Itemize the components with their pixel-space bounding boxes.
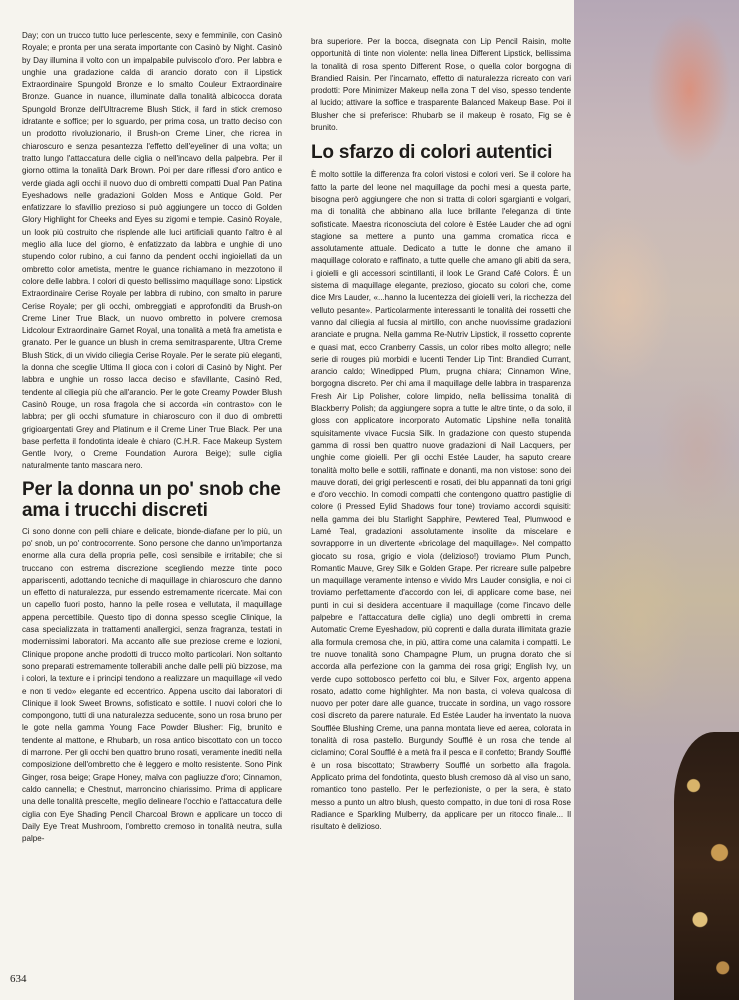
left-column <box>22 30 282 845</box>
body-paragraph: Day; con un trucco tutto luce perlescente, sexy e femminile, con Casinò Royale; e pronta per una serata importante con Casinò by Night. Casinò by Day illumina il volto con un impalpabile pulviscolo d'oro. Per labbra e unghie una gradazione calda di arancio dorato con il Lipstick Extraordinaire Spungold Bronze e lo smalto Couleur Extraordinaire Bronze. Guance in nuance, illuminate dalla tonalità albicocca dorata Spungold Bronze dell'Ultracreme Blush Stick, il fard in stick cremoso idratante e soffice; per lo sguardo, per prima cosa, un tratto deciso con un prodotto rivoluzionario, il Brush-on Creme Liner, che ricrea in chiaroscuro e senza pesantezza l'effetto dell'eyeliner di una volta; un tratto lungo l'attaccatura delle ciglia o nell'incavo della palpebra. Per il giorno ottima la tonalità Dark Brown. Poi per dare riflessi d'oro antico e verde giada agli occhi il nuovo duo di ombretti compatti Dual Pan Patina Eyeshadows nelle gradazioni Golden Moss e Antique Gold. Per enfatizzare lo sfavillio prezioso si può aggiungere un tocco di Golden Glory Highlight for Cheeks and Eyes su zigomi e tempie. Casinò Royale, un look più costruito che risplende alle luci artificiali quanto l'altro è al meglio alla luce del giorno, è enfatizzato da labbra e unghie di uno stupendo color rubino, a cui fanno da pendent occhi ingioiellati da un ombretto color ametista, mentre le guance richiamano in mezzotono il colore delle labbra. I colori di questo bellissimo maquillage sono: Lipstick Extraordinaire Cerise Royale per labbra di rubino, con smalto in parure Cerise Royale; per gli occhi, ombreggiati e approfonditi da Brush-on Creme Liner True Black, un nuovo ombretto in polvere cremosa Lidcolour Extraordinaire Garnet Royal, una tonalità a metà fra ametista e granato. Per le guance un blush in crema semitrasparente, Ultra Creme Blush Stick, di un vivido ciliegia Cerise Royale. Per le serate più eleganti, la donna che sceglie Ultima II gioca con i colori di Casinò by Night. Per labbra e unghie un rosso lacca deciso e sfavillante, Casinò Red, tendente al ciliegia più che all'arancio. Per le gote Creamy Powder Blush Casinò Rouge, un rosa fragola che si accorda «in contrasto» con le labbra; per gli occhi sfumature in chiaroscuro con il duo di ombretti grigioargentati Grey and Platinum e il Creme Liner True Black. Per una base perfetta il fondotinta ideale è chiaro (C.H.R. Face Makeup System Gentle Ivory, o Creme Foundation Aurora Beige); sulle ciglia naturalmente tanto mascara nero. <box>22 31 282 471</box>
dress-fabric-detail <box>674 732 739 1000</box>
body-paragraph: bra superiore. Per la bocca, disegnata con Lip Pencil Raisin, molte opportunità di tinte non violente: nella linea Different Lipstick, bellissima la tonalità di rosa spento Different Rose, o quella color borgogna di Brandied Raisin. Per l'incarnato, effetto di naturalezza ricreato con vari prodotti: Pore Minimizer Makeup nella zona T del viso, spesso tendente al lucido; attivare la soffice e trasparente Balanced Makeup Base. Poi il Blusher che si preferisce: Rhubarb se il makeup è rosato, Fig se è brunito. <box>311 37 571 133</box>
page-number: 634 <box>10 973 27 985</box>
section-heading: Per la donna un po' snob che ama i trucchi discreti <box>22 478 281 521</box>
middle-column <box>311 36 571 833</box>
section-heading: Lo sfarzo di colori autentici <box>311 142 553 164</box>
body-paragraph: È molto sottile la differenza fra colori vistosi e colori veri. Se il colore ha fatto la parte del leone nel maquillage da pochi mesi a questa parte, bisogna però aggiungere che non si tratta di colori sgargianti e volgari, ma di tonalità che abbinano alla luce brillante l'eleganza di tinte sofisticate. Maestra riconosciuta del colore è Estée Lauder che ad ogni stagione sa mettere a punto una gamma cromatica ricca e assolutamente attuale. Dedicato a tutte le donne che amano il maquillage colorato e raffinato, a tutte quelle che amano gli abiti da sera, i gioielli e gli accessori scintillanti, il look Le Grand Café Colors. È un sistema di maquillage elegante, prezioso, giocato su colori che, come dice Mrs Lauder, «...hanno la lucentezza dei gioielli veri, la ricchezza del velluto pesante». Particolarmente interessanti le tonalità dei rossetti che vanno dal ciliegia al fucsia al mirtillo, con anche nuovissime gradazioni aranciate e prugna. Nella gamma Re-Nutriv Lipstick, il rossetto coprente e quasi mat, ecco Cranberry Cassis, un color ribes molto allegro; nelle serie di rouges più morbidi e lucenti Tender Lip Tint: Brandied Currant, arancio caldo; Winedipped Plum, prugna chiara; Cinnamon Wine, borgogna discreto. Per chi ama il maquillage delle labbra in trasparenza Fresh Air Lip Polisher, colore limpido, nella bellissima tonalità di Blackberry Polish; da aggiungere sopra a tutte le altre tinte, o da solo, il gloss con applicatore incorporato Automatic Lipshine nella tonalità squisitamente vivace Fucsia Silk. In gradazione con questo stupenda gamma di rossi ben quattro nuove gradazioni di Nail Lacquers, per unghie come gioielli. Per gli occhi Estée Lauder, ha saputo creare tonalità molto belle e sottili, raffinate e donanti, ma non vistose: sono dei mauve dorati, dei grigi perlescenti e rosati, dei blu appannati da toni grigi e d'oro vecchio. In comodi compatti che contengono quattro pastiglie di colore (i Pressed Eylid Shadows four tone) troviamo accordi squisiti: nella gamma dei blu Starlight Sapphire, Pewtered Teal, Plumwood e Lamé Teal, gradazioni assolutamente insolite da miscelare e sovrapporre in un divertente «bricolage del maquillage». Nel compatto giocato su rosa, grigio e viola (delizioso!) troviamo Plum Punch, Romantic Mauve, Grey Silk e Golden Grape. Per ricreare sulle palpebre un maquillage veramente intenso e vivido Mrs Lauder consiglia, e noi ci troviamo perfettamente d'accordo con lei, di applicare come base, nei punti in cui si desidera accentuare il maquillage (come l'incavo delle palpebre e l'attaccatura delle ciglia) uno degli ombretti in crema Automatic Creme Eyeshadow, più coprenti e dalla durata illimitata grazie alla formula cremosa che, in più, attira come una calamita i compatti. Le tre nuove tonalità sono Champagne Plum, un prugna dorato che si accorda alla perfezione con la gamma dei rosa grigi; English Ivy, un verde cupo sottobosco perfetto coi blu, e Silver Fox, argento appena rosato, adatto come highlighter. Ma non basta, ci voleva qualcosa di nuovo per poter dare alle guance, truccate in sordina, un vago rossore così discreto da parere naturale. Ed Estée Lauder ha inventato la nuova Soufflée Blushing Creme, una panna montata lieve ed aerea, colorata in tonalità di rosa pastello. Burgundy Soufflé è un rosa che tende al ciclamino; Coral Soufflé è a metà fra il pesca e il confetto; Brandy Soufflé è un rosa biscottato; Strawberry Soufflé un sorbetto alla fragola. Applicato prima del fondotinta, questo blush cremoso dà al viso un sano, romantico tono pastello. Per le perfezioniste, o per la sera, è stato messo a punto un altro blush, questo compatto, in due toni di rosa Rose Radiance e Sparkling Mulberry, da applicare per un ritocco finale... Il risultato è delizioso. <box>311 170 571 832</box>
body-paragraph: Ci sono donne con pelli chiare e delicate, bionde-diafane per lo più, un po' snob, un po' controcorrente. Sono persone che danno un'importanza enorme alla cura della propria pelle, così sensibile e irritabile; che si truccano con estrema discrezione scegliendo mezze tinte poco appariscenti, adottando tecniche di maquillage in chiaroscuro che danno un effetto di naturalezza, pur essendo estremamente ricercate. Mai con un capello fuori posto, hanno la pelle rosea e vellutata, il maquillage appena percettibile. Questo tipo di donna spesso sceglie Clinique, la casa specializzata in trattamenti anallergici, senza fragranza, testati in modernissimi laboratori. Ma accanto alle sue preziose creme e lozioni, Clinique propone anche prodotti di trucco molto particolari. Non soltanto sono preparati estremamente tollerabili anche dalle pelli più bizzose, ma i colori, la texture e i principi tendono a realizzare un maquillage «il vedo e non ti vedo» elegante ed eccentrico. Appena uscito dai laboratori di Clinique il look Sweet Browns, sofisticato e sottile. I nuovi colori che lo compongono, tutti di una naturalezza seducente, sono un rosa bruno per le gote nella gamma Young Face Powder Blusher: Fig, brunito e tendente al mattone, e Rhubarb, un rosa antico biscottato con un tocco di marrone. Per gli occhi ben quattro bruno rosati, veramente inediti nella composizione dell'ombretto che è leggero e molto resistente. Sono Pink Ginger, rosa beige; Grape Honey, malva con pagliuzze d'oro; Cinnamon, caldo cannella; e Chestnut, marroncino chiarissimo. Prima di applicare una delle tonalità prescelte, meglio delineare l'occhio e l'attaccatura delle ciglia con Eye Shading Pencil Charcoal Brown e applicare un tocco di Daily Eye Treat Mushroom, l'ombretto cremoso in tonalità neutra, sulla palpe- <box>22 526 282 844</box>
